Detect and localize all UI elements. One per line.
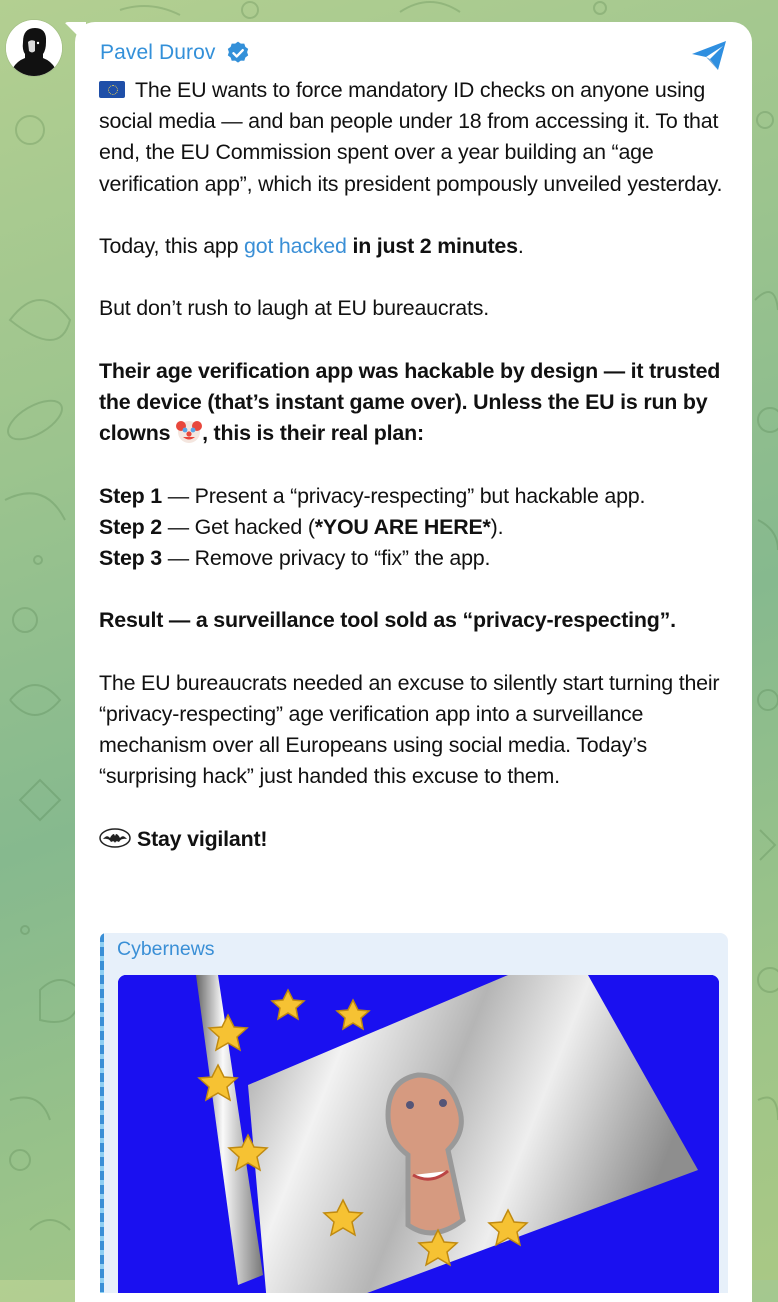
bat-emoji-icon — [99, 828, 131, 848]
plan-text-b: , this is their real plan: — [202, 421, 424, 446]
telegram-share-icon[interactable] — [690, 39, 730, 71]
step-3: Step 3 — Remove privacy to “fix” the app. — [99, 545, 491, 570]
padlock-eu-stars-image — [118, 975, 719, 1293]
message-header — [100, 38, 251, 68]
link-preview[interactable] — [100, 933, 728, 1293]
avatar-portrait-icon — [6, 20, 62, 76]
hacked-bold: in just 2 minutes — [346, 234, 518, 258]
paragraph-result: Result — a surveillance tool sold as “privacy-respecting”. — [99, 608, 676, 633]
hacked-suffix: . — [517, 234, 524, 258]
link-preview-image[interactable] — [118, 975, 719, 1293]
got-hacked-link[interactable]: got hacked — [244, 234, 347, 258]
paragraph-intro — [99, 75, 729, 200]
verified-badge-icon — [225, 40, 251, 66]
message-text — [99, 75, 729, 886]
steps-list — [99, 481, 729, 575]
paragraph-closing — [99, 824, 729, 855]
link-preview-source[interactable]: Cybernews — [117, 938, 215, 960]
plan-text-a: Their age verification app was hackable by design — it trusted the device (that’s instant game over). Unless the EU is run by clowns — [99, 358, 721, 446]
author-avatar[interactable] — [6, 20, 62, 76]
step-1: Step 1 — Present a “privacy-respecting” but hackable app. — [99, 483, 646, 508]
link-preview-accent-bar — [100, 933, 104, 1293]
closing-text: Stay vigilant! — [137, 826, 268, 851]
intro-text: The EU wants to force mandatory ID checks on anyone using social media — and ban people under 18 from accessing it. To that end, the EU Commission spent over a year building an “age verification app”, which its president pompously unveiled yesterday. — [99, 78, 723, 196]
clown-face-emoji-icon — [176, 418, 202, 444]
paragraph-plan — [99, 356, 729, 450]
paragraph-hacked — [99, 231, 729, 262]
eu-flag-emoji-icon — [99, 81, 125, 98]
paragraph-excuse: The EU bureaucrats needed an excuse to silently start turning their “privacy-respecting” age verification app into a surveillance mechanism over all Europeans using social media. Today’s “surprising hack” just handed this excuse to them. — [99, 670, 720, 789]
hacked-prefix: Today, this app — [99, 234, 245, 258]
author-name[interactable]: Pavel Durov — [100, 41, 216, 64]
paragraph-dont-laugh: But don’t rush to laugh at EU bureaucrats. — [99, 296, 489, 321]
step-2: Step 2 — Get hacked (*YOU ARE HERE*). — [99, 514, 504, 539]
